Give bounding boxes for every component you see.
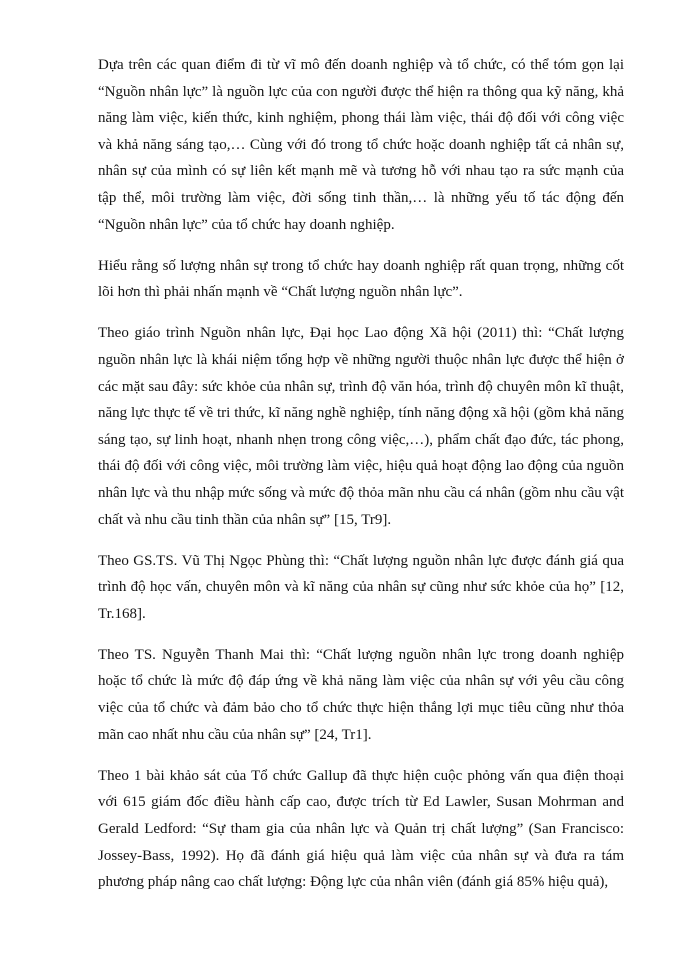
paragraph-definition-summary: Dựa trên các quan điểm đi từ vĩ mô đến doanh nghiệp và tổ chức, có thể tóm gọn lại “Nguồn nhân lực” là nguồn lực của con người được thể hiện ra thông qua kỹ năng, khả năng làm việc, kiến thức, kinh nghiệm, phong thái làm việc, thái độ đối với công việc và khả năng sáng tạo,… Cùng với đó trong tổ chức hoặc doanh nghiệp tất cả nhân sự, nhân sự của mình có sự liên kết mạnh mẽ và tương hỗ với nhau tạo ra sức mạnh của tập thể, môi trường làm việc, đời sống tinh thần,… là những yếu tố tác động đến “Nguồn nhân lực” của tổ chức hay doanh nghiệp. xyxy=(98,57,624,233)
paragraph-gallup-survey: Theo 1 bài khảo sát của Tổ chức Gallup đã thực hiện cuộc phỏng vấn qua điện thoại với 615 giám đốc điều hành cấp cao, được trích từ Ed Lawler, Susan Mohrman and Gerald Ledford: “Sự tham gia của nhân lực và Quản trị chất lượng” (San Francisco: Jossey-Bass, 1992). Họ đã đánh giá hiệu quả làm việc của nhân sự và đưa ra tám phương pháp nâng cao chất lượng: Động lực của nhân viên (đánh giá 85% hiệu quả), xyxy=(98,767,624,891)
paragraph-phung-definition: Theo GS.TS. Vũ Thị Ngọc Phùng thì: “Chất lượng nguồn nhân lực được đánh giá qua trình độ học vấn, chuyên môn và kĩ năng của nhân sự cũng như sức khỏe của họ” [12, Tr.168]. xyxy=(98,552,624,622)
paragraph-quality-importance: Hiểu rằng số lượng nhân sự trong tổ chức hay doanh nghiệp rất quan trọng, những cốt lõi hơn thì phải nhấn mạnh về “Chất lượng nguồn nhân lực”. xyxy=(98,257,624,301)
document-page xyxy=(98,52,624,910)
paragraph-mai-definition: Theo TS. Nguyễn Thanh Mai thì: “Chất lượng nguồn nhân lực trong doanh nghiệp hoặc tổ chức là mức độ đáp ứng về khả năng làm việc của nhân sự với yêu cầu công việc của tổ chức và đảm bảo cho tổ chức thực hiện thắng lợi mục tiêu cũng như thỏa mãn cao nhất nhu cầu của nhân sự” [24, Tr1]. xyxy=(98,646,624,743)
paragraph-textbook-definition: Theo giáo trình Nguồn nhân lực, Đại học Lao động Xã hội (2011) thì: “Chất lượng nguồn nhân lực là khái niệm tổng hợp về những người thuộc nhân lực được thể hiện ở các mặt sau đây: sức khỏe của nhân sự, trình độ văn hóa, trình độ chuyên môn kĩ thuật, năng lực thực tế về tri thức, kĩ năng nghề nghiệp, tính năng động xã hội (gồm khả năng sáng tạo, sự linh hoạt, nhanh nhẹn trong công việc,…), phẩm chất đạo đức, tác phong, thái độ đối với công việc, môi trường làm việc, hiệu quả hoạt động lao động của nguồn nhân lực và thu nhập mức sống và mức độ thỏa mãn nhu cầu cá nhân (gồm nhu cầu vật chất và nhu cầu tinh thần của nhân sự” [15, Tr9]. xyxy=(98,325,624,528)
